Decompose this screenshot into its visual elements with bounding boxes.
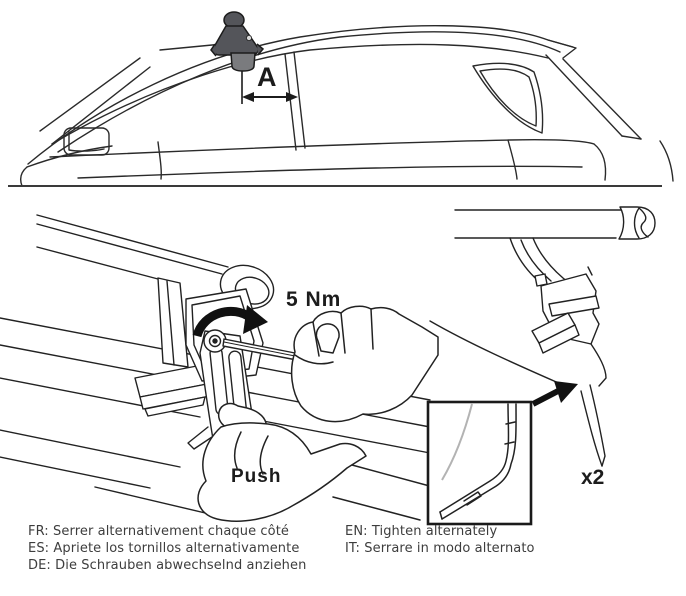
hatch-edge <box>660 141 673 181</box>
b-pillar-left <box>285 54 296 150</box>
instruction-it: IT: Serrare in modo alternato <box>345 541 535 556</box>
b-pillar-right <box>294 52 305 148</box>
rear-pillar-front <box>546 55 622 136</box>
roof-fixpoint-mount <box>211 12 263 71</box>
roof-edge-line-5 <box>0 457 150 488</box>
quantity-label: x2 <box>581 466 605 489</box>
hook-clamp-bolt <box>588 267 592 275</box>
quarter-window-outer <box>473 63 543 133</box>
window-top-line <box>52 44 548 144</box>
roof-outer-line <box>28 26 573 164</box>
detail-pointer-arrow <box>533 381 578 404</box>
instruction-fr: FR: Serrer alternativement chaque côté <box>28 524 290 539</box>
pushing-hand-body <box>198 423 366 521</box>
section-divider <box>8 185 662 187</box>
hook-bracket-illustration <box>420 195 686 540</box>
rear-pillar-back <box>563 59 641 139</box>
sill-line <box>78 166 582 178</box>
crossbar-top-edge <box>37 215 228 267</box>
clamp-bolt-socket <box>213 339 217 343</box>
quarter-window-inner <box>480 69 536 126</box>
a-pillar-outer <box>40 58 140 131</box>
clamp-tightening-illustration <box>0 195 440 530</box>
push-label: Push <box>231 466 282 487</box>
rear-door-cut <box>508 140 517 179</box>
crossbar-top-inner <box>37 224 222 274</box>
dimension-a-label: A <box>257 62 277 92</box>
instructions-right-column <box>345 523 535 557</box>
instruction-de: DE: Die Schrauben abwechselnd anziehen <box>28 558 307 573</box>
hand-with-key <box>292 306 438 421</box>
hook-clamp-tab <box>535 274 547 286</box>
instruction-es: ES: Apriete los tornillos alternativamente <box>28 541 300 556</box>
torque-label: 5 Nm <box>286 288 342 311</box>
instructions-left-column <box>28 523 306 574</box>
front-door-cut <box>158 142 161 179</box>
car-side-view-illustration <box>0 0 686 186</box>
detail-inset-box <box>428 402 531 524</box>
instruction-en: EN: Tighten alternately <box>345 524 498 539</box>
front-nose <box>21 167 27 186</box>
claw-outer-edge <box>591 344 606 386</box>
claw-tail-left <box>581 391 602 466</box>
roof-edge-line-4 <box>0 430 180 467</box>
rear-arch <box>594 144 606 180</box>
